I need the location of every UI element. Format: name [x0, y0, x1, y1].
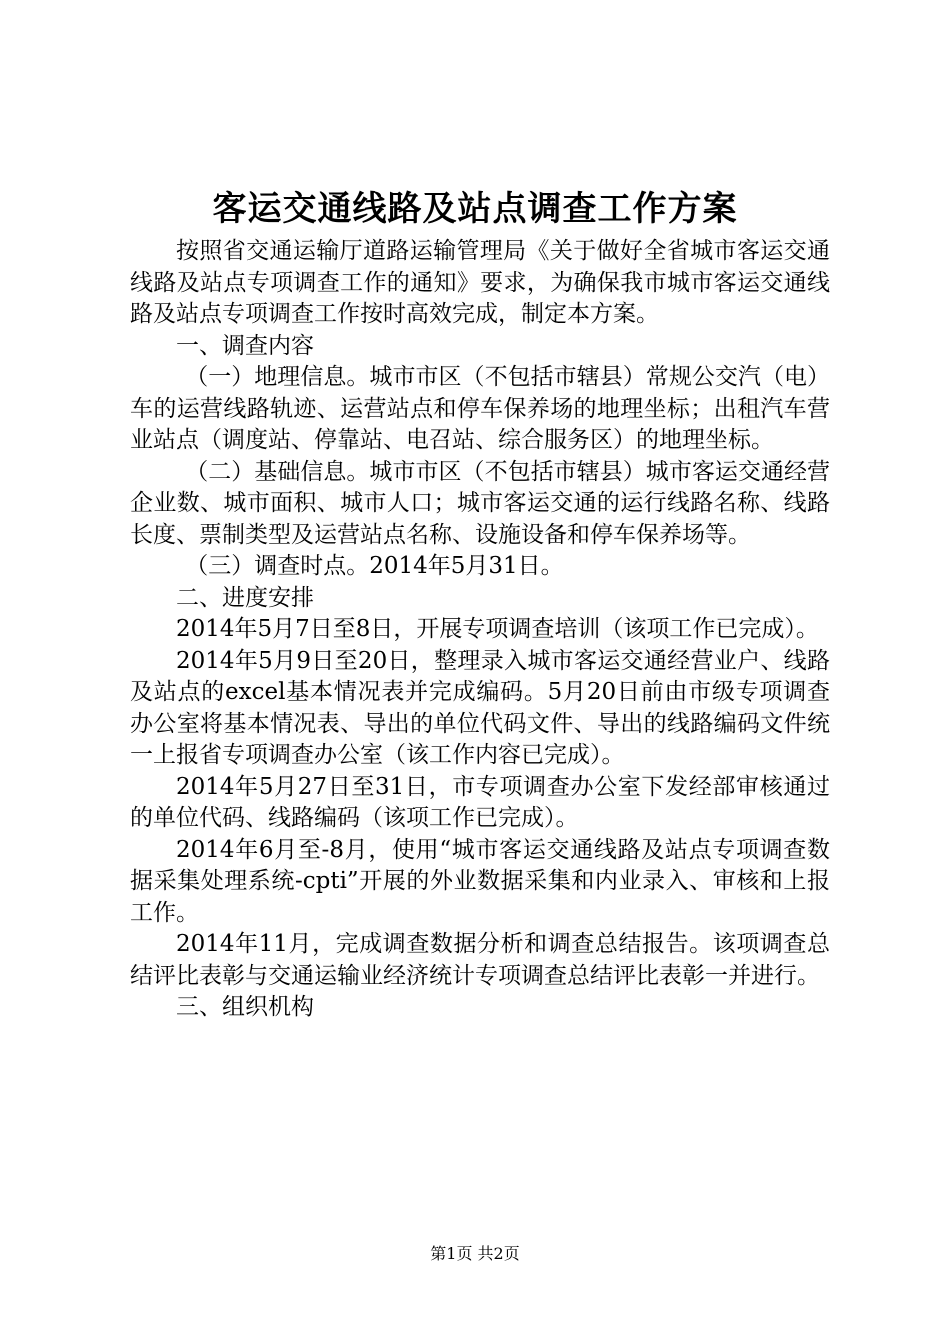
- paragraph-basic-info: （二）基础信息。城市市区（不包括市辖县）城市客运交通经营企业数、城市面积、城市人口；城市客运交通的运行线路名称、线路长度、票制类型及运营站点名称、设施设备和停车保养场等。: [130, 458, 830, 548]
- paragraph-geographic-info: （一）地理信息。城市市区（不包括市辖县）常规公交汽（电）车的运营线路轨迹、运营站点和停车保养场的地理坐标；出租汽车营业站点（调度站、停靠站、电召站、综合服务区）的地理坐标。: [130, 364, 830, 453]
- paragraph-survey-date: （三）调查时点。2014年5月31日。: [185, 553, 564, 579]
- document-title: 客运交通线路及站点调查工作方案: [212, 189, 738, 229]
- section-heading-survey-content: 一、调查内容: [176, 332, 314, 359]
- paragraph-schedule-code-release: 2014年5月27日至31日，市专项调查办公室下发经部审核通过的单位代码、线路编码（该项工作已完成）。: [130, 773, 830, 831]
- page-number-footer: 第1页 共2页: [430, 1244, 520, 1263]
- paragraph-schedule-report: 2014年11月，完成调查数据分析和调查总结报告。该项调查总结评比表彰与交通运输业经济统计专项调查总结评比表彰一并进行。: [130, 931, 830, 989]
- section-heading-schedule: 二、进度安排: [176, 584, 314, 611]
- intro-paragraph: 按照省交通运输厅道路运输管理局《关于做好全省城市客运交通线路及站点专项调查工作的通知》要求，为确保我市城市客运交通线路及站点专项调查工作按时高效完成，制定本方案。: [130, 238, 830, 327]
- document-body: [130, 236, 830, 1024]
- paragraph-schedule-collection: 2014年6月至-8月，使用“城市客运交通线路及站点专项调查数据采集处理系统-cpti”开展的外业数据采集和内业录入、审核和上报工作。: [130, 836, 830, 926]
- section-heading-organization: 三、组织机构: [176, 994, 314, 1020]
- paragraph-schedule-training: 2014年5月7日至8日，开展专项调查培训（该项工作已完成）。: [176, 616, 819, 642]
- paragraph-schedule-data-entry: 2014年5月9日至20日，整理录入城市客运交通经营业户、线路及站点的excel基本情况表并完成编码。5月20日前由市级专项调查办公室将基本情况表、导出的单位代码文件、导出的线路编码文件统一上报省专项调查办公室（该工作内容已完成）。: [130, 647, 830, 768]
